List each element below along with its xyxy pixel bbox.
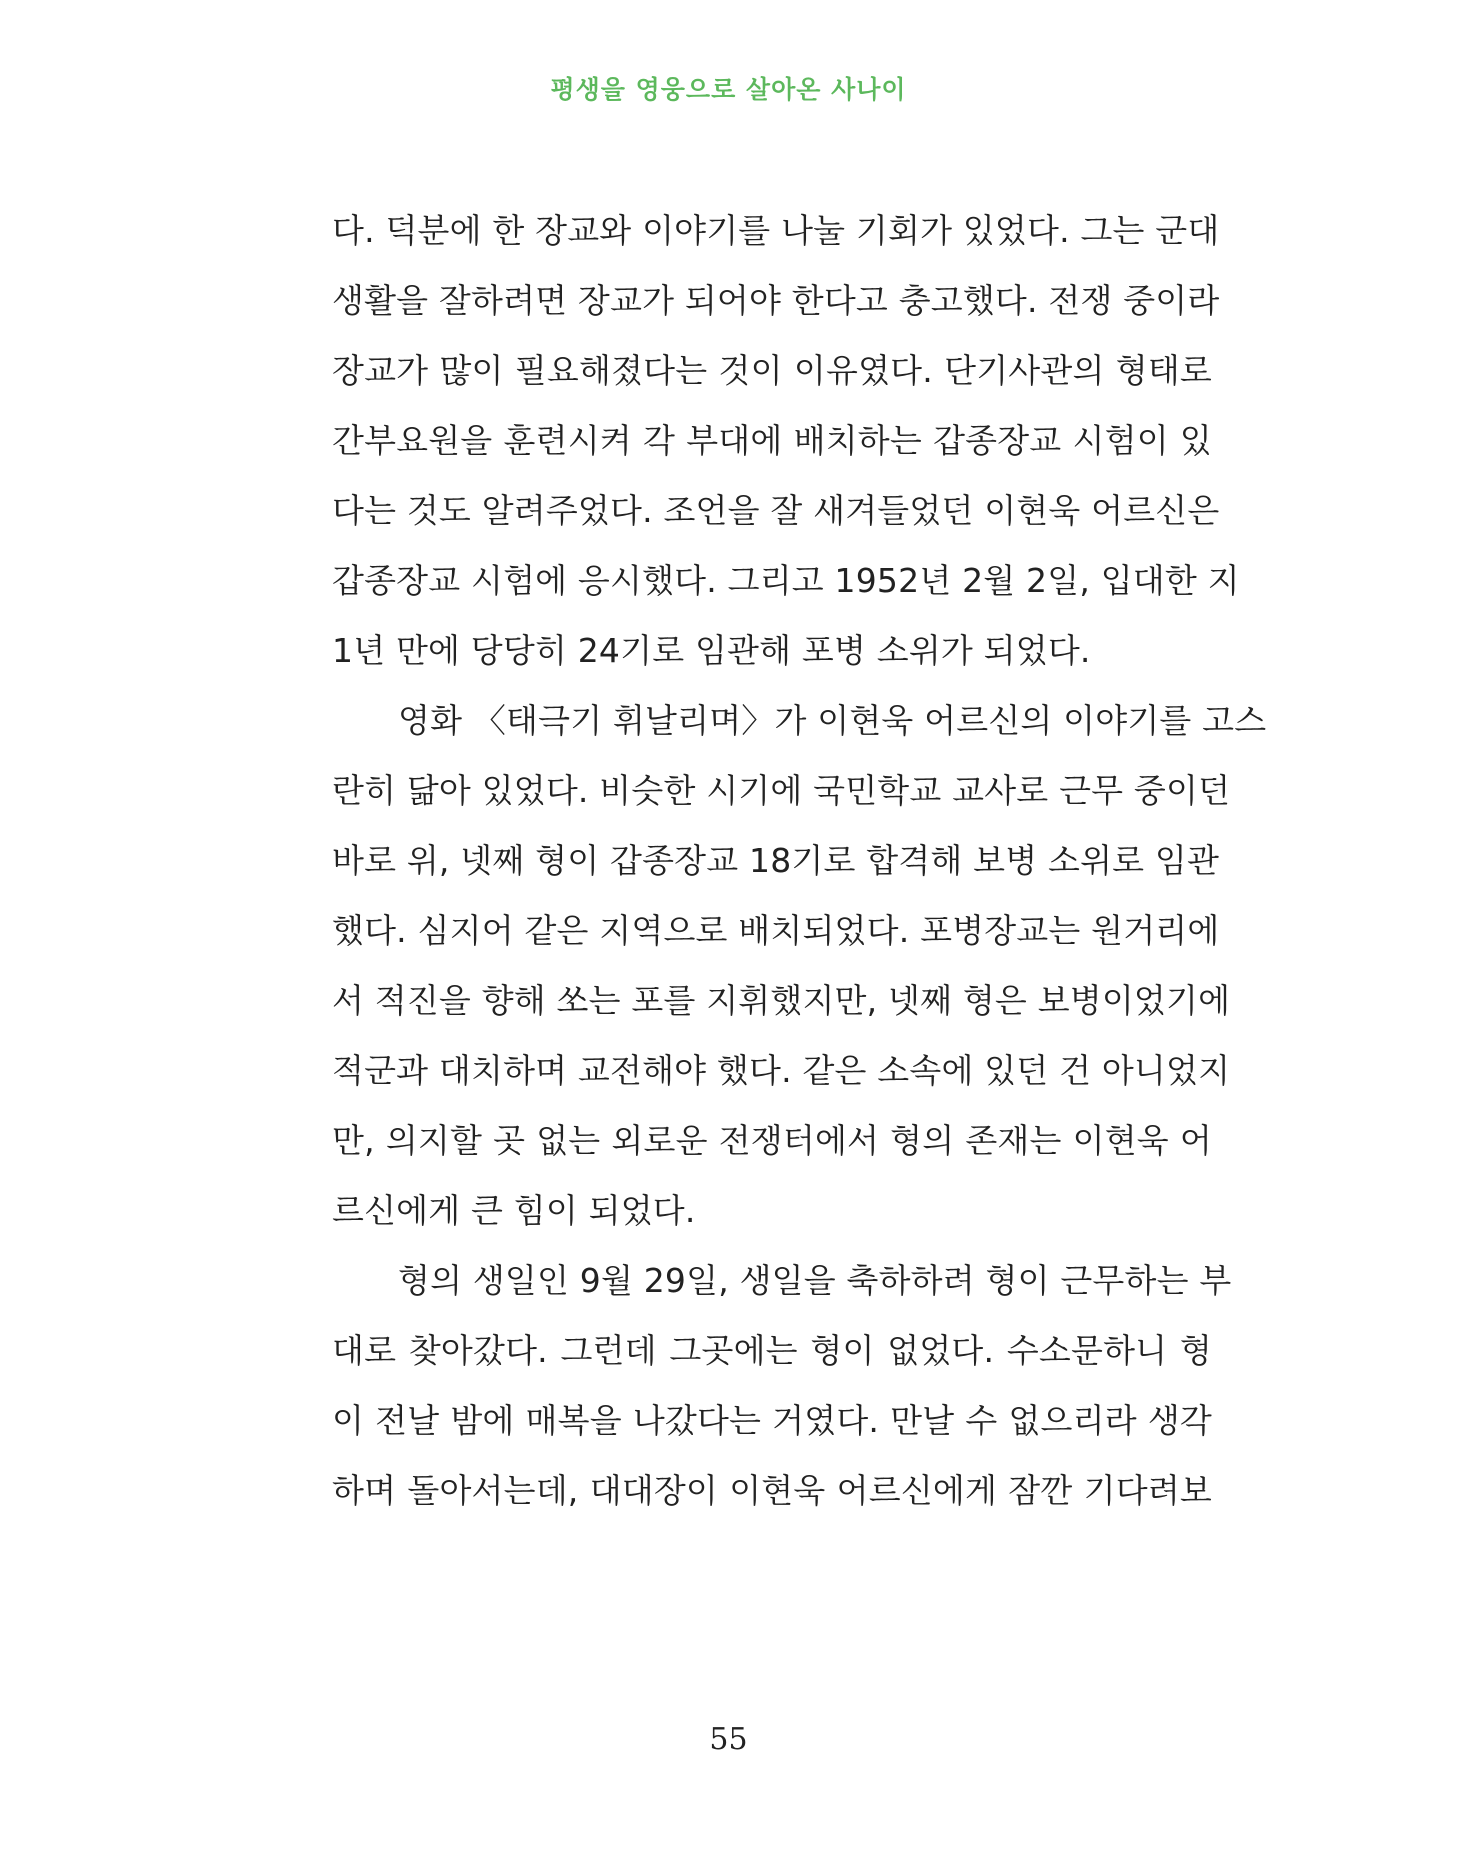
text-line: 갑종장교 시험에 응시했다. 그리고 1952년 2월 2일, 입대한 지 xyxy=(332,561,1240,600)
page-number: 55 xyxy=(709,1722,748,1757)
text-line: 이 전날 밤에 매복을 나갔다는 거였다. 만날 수 없으리라 생각 xyxy=(332,1401,1212,1440)
body-text xyxy=(332,196,1267,1526)
running-header: 평생을 영웅으로 살아온 사나이 xyxy=(550,75,907,104)
text-line: 했다. 심지어 같은 지역으로 배치되었다. 포병장교는 원거리에 xyxy=(332,911,1220,950)
text-line: 서 적진을 향해 쏘는 포를 지휘했지만, 넷째 형은 보병이었기에 xyxy=(332,981,1231,1020)
text-line: 하며 돌아서는데, 대대장이 이현욱 어르신에게 잠깐 기다려보 xyxy=(332,1471,1212,1510)
text-line: 적군과 대치하며 교전해야 했다. 같은 소속에 있던 건 아니었지 xyxy=(332,1051,1231,1090)
text-line: 다는 것도 알려주었다. 조언을 잘 새겨들었던 이현욱 어르신은 xyxy=(332,491,1220,530)
text-line: 다. 덕분에 한 장교와 이야기를 나눌 기회가 있었다. 그는 군대 xyxy=(332,211,1220,250)
text-line: 1년 만에 당당히 24기로 임관해 포병 소위가 되었다. xyxy=(332,631,1091,670)
text-line: 만, 의지할 곳 없는 외로운 전쟁터에서 형의 존재는 이현욱 어 xyxy=(332,1121,1212,1160)
text-line: 바로 위, 넷째 형이 갑종장교 18기로 합격해 보병 소위로 임관 xyxy=(332,841,1220,880)
text-line: 생활을 잘하려면 장교가 되어야 한다고 충고했다. 전쟁 중이라 xyxy=(332,281,1220,320)
text-line: 란히 닮아 있었다. 비슷한 시기에 국민학교 교사로 근무 중이던 xyxy=(332,771,1231,810)
text-line: 영화 〈태극기 휘날리며〉가 이현욱 어르신의 이야기를 고스 xyxy=(398,701,1267,740)
text-line: 장교가 많이 필요해졌다는 것이 이유였다. 단기사관의 형태로 xyxy=(332,351,1212,390)
text-line: 대로 찾아갔다. 그런데 그곳에는 형이 없었다. 수소문하니 형 xyxy=(332,1331,1212,1370)
text-line: 간부요원을 훈련시켜 각 부대에 배치하는 갑종장교 시험이 있 xyxy=(332,421,1212,460)
text-line: 형의 생일인 9월 29일, 생일을 축하하려 형이 근무하는 부 xyxy=(398,1261,1232,1300)
text-line: 르신에게 큰 힘이 되었다. xyxy=(332,1191,696,1230)
